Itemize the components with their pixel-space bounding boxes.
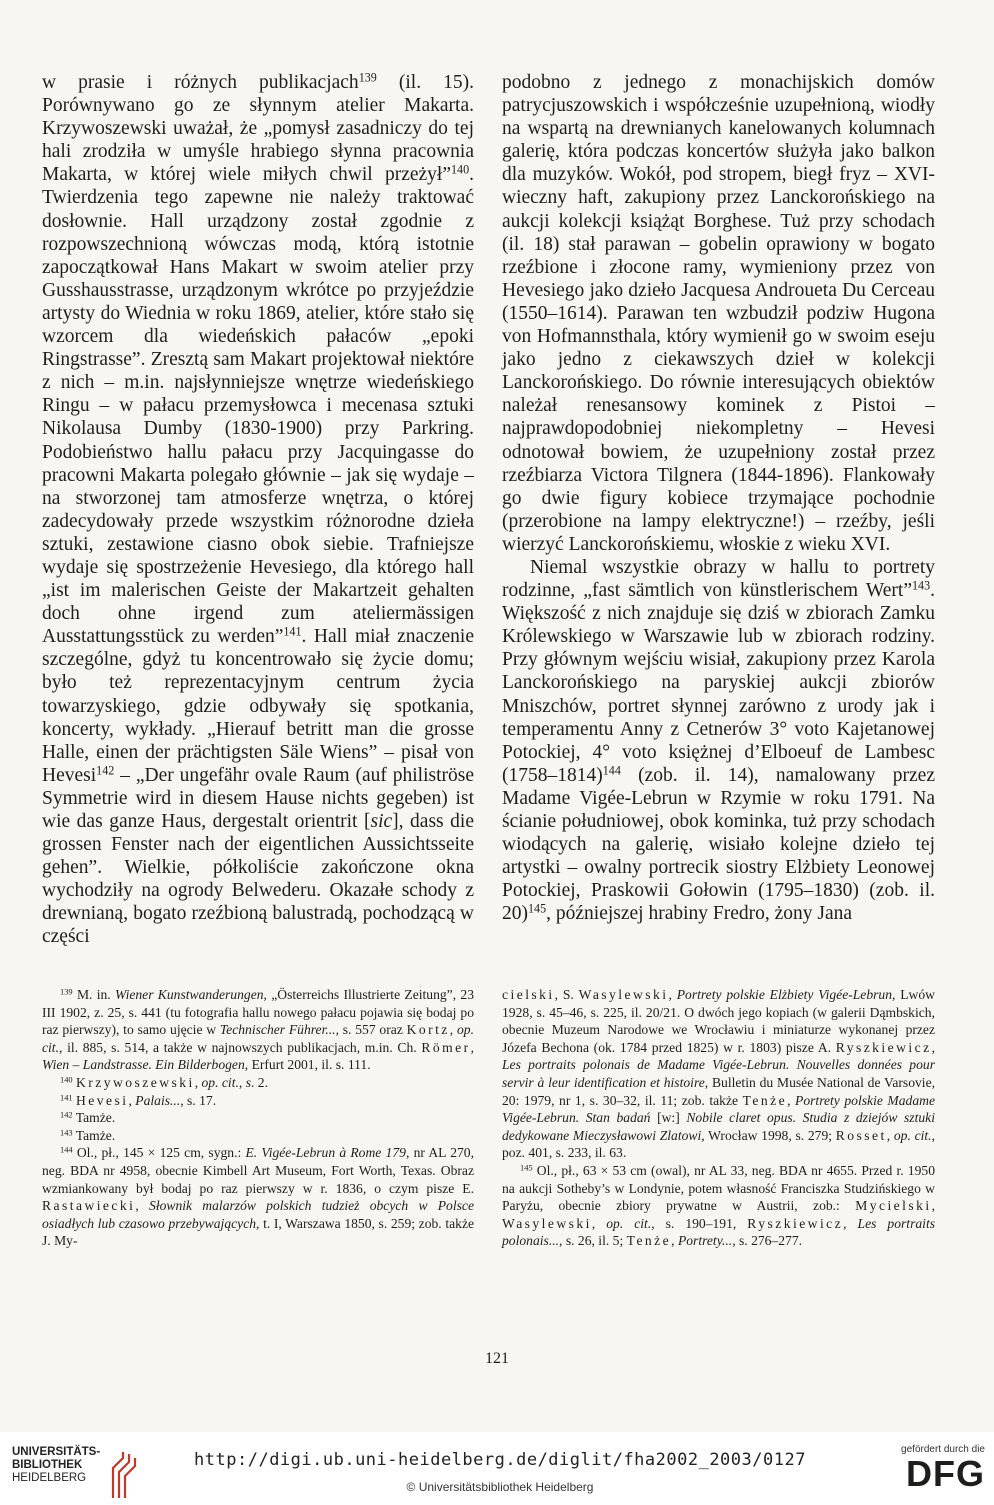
paragraph: w prasie i różnych publikacjach$^{139}$ (il. 15). Porównywano go ze słynnym atelier Makarta. Krzywoszewski uważał, że „pomysł zasadniczy do tej hali zrodziła w umyśle hrabiego słynna pracownia Makarta, w której wiele miłych chwil przeżył”$^{140}$. Twierdzenia tego zapewne nie należy traktować dosłownie. Hall urządzony został zgodnie z rozpowszechnioną wówczas modą, którą istotnie zapoczątkował Hans Makart w swoim atelier przy Gusshausstrasse, urządzonym wkrótce po przyjeździe artysty do Wiednia w roku 1869, atelier, które stało się wzorcem dla wiedeńskich pałaców „epoki Ringstrasse”. Zresztą sam Makart projektował niektóre z nich – m.in. najsłynniejsze wnętrze wiedeńskiego Ringu – w pałacu przemysłowca i mecenasa sztuki Nikolausa Dumby (1830-1900) przy Parkring. Podobieństwo hallu pałacu przy Jacquingasse do pracowni Makarta polegało głównie – jak się wydaje – na stworzonej tam atmosferze wnętrza, o której zadecydowały przede wszystkim różnorodne dzieła sztuki, zestawione ciasno obok siebie. Trafniejsze wydaje się spostrzeżenie Hevesiego, dla którego hall „ist im malerischen Geiste der Makartzeit gehalten doch ohne irgend zum ateliermässigen Ausstattungsstück zu werden”$^{141}$. Hall miał znaczenie szczególne, gdyż tu koncentrowało się życie domu; było też reprezentacyjnym centrum życia towarzyskiego, gdzie odbywały się spotkania, koncerty, wykłady. „Hierauf betritt man die grosse Halle, einen der prächtigsten Säle Wiens” – pisał von Hevesi$^{142}$ – „Der ungefähr ovale Raum (auf philiströse Symmetrie wird in diesem Hause nichts gegeben) ist wie das ganze Haus, dergestalt orientrit [sic], dass die grossen Fenster nach der eigentlichen Aussichtsseite gehen”. Wielkie, półkoliście zakończone okna wychodziły na ogrody Belwederu. Okazałe schody z drewnianą, bogato rzeźbioną balustradą, pochodzącą w części (42, 70, 474, 948)
footnotes-right-column (502, 986, 935, 1250)
logo-line: UNIVERSITÄTS- (12, 1446, 101, 1458)
paragraph: Niemal wszystkie obrazy w hallu to portrety rodzinne, „fast sämtlich von künstlerischem Wert”$^{143}$. Większość z nich znajduje się dziś w zbiorach Zamku Królewskiego w Warszawie lub w zbiorach rodziny. Przy głównym wejściu wisiał, zakupiony przez Karola Lanckorońskiego na paryskiej aukcji zbiorów Mniszchów, portret słynnej zarówno z urody jak i temperamentu Anny z Cetnerów 3° voto Kajetanowej Potockiej, 4° voto księżnej d’Elboeuf de Lambesc (1758–1814)$^{144}$ (zob. il. 14), namalowany przez Madame Vigée-Lebrun w Rzymie w roku 1791. Na ścianie południowej, obok kominka, tuż przy schodach wiodących na galerię, wisiało kolejne dzieło tej artystki – owalny portrecik siostry Elżbiety Leonowej Potockiej, Praskowii Gołowin (1795–1830) (zob. il. 20)$^{145}$, późniejszej hrabiny Fredro, żony Jana (502, 556, 935, 925)
funding-caption: gefördert durch die (901, 1444, 985, 1455)
footnote-142: $^{142}$ Tamże. (60, 1109, 116, 1126)
logo-line: BIBLIOTHEK (12, 1459, 83, 1471)
university-library-logo[interactable] (12, 1446, 152, 1498)
footnote-141: $^{141}$ Hevesi, Palais..., s. 17. (60, 1091, 217, 1108)
footnote-143: $^{143}$ Tamże. (60, 1127, 116, 1143)
footnote-140: $^{140}$ Krzywoszewski, op. cit., s. 2. (60, 1074, 268, 1090)
footnote-139: $^{139}$ M. in. Wiener Kunstwanderungen, „Österreichs Illustrierte Zeitung”, 23 III 1902, z. 25, s. 441 (tu fotografia hallu nowego pałacu pojawia się bodaj po raz pierwszy), to samo ujęcie w Technischer Führer..., s. 557 oraz Kortz, op. cit., il. 885, s. 514, a także w najnowszych publikacjach, m.in. Ch. Römer, Wien – Landstrasse. Ein Bilderbogen, Erfurt 2001, il. s. 111. (42, 986, 475, 1073)
logo-line: HEIDELBERG (12, 1472, 87, 1484)
footnote-144-continued: cielski, S. Wasylewski, Portrety polskie Elżbiety Vigée-Lebrun, Lwów 1928, s. 45–46, s. 225, il. 20/21. O dwóch jego kopiach (w galerii Dąmbskich, obecnie Muzeum Narodowe we Wrocławiu i miniaturze wykonanej przez Józefa Bechona (ok. 1784 przed 1825) w r. 1803) pisze A. Ryszkiewicz, Les portraits polonais de Madame Vigée-Lebrun. Nouvelles données pour servir à leur identification et histoire, Bulletin du Musée National de Varsovie, 20: 1979, nr 1, s. 30–32, il. 11; zob. także Tenże, Portrety polskie Madame Vigée-Lebrun. Stan badań [w:] Nobile claret opus. Studia z dziejów sztuki dedykowane Mieczysławowi Zlatowi, Wrocław 1998, s. 279; Rosset, op. cit., poz. 401, s. 233, il. 63. (502, 987, 936, 1161)
library-emblem-icon (107, 1448, 147, 1500)
page-number: 121 (485, 1350, 509, 1367)
dfg-logo: DFG (906, 1453, 985, 1494)
footnotes-left-column (42, 986, 474, 1250)
footnote-145: $^{145}$ Ol., pł., 63 × 53 cm (owal), nr AL 33, neg. BDA nr 4655. Przed r. 1950 na aukcji Sotheby’s w Londynie, potem własność Franciszka Studzińskiego w Paryżu, obecnie zbiory prywatne w Austrii, zob.: Mycielski, Wasylewski, op. cit., s. 190–191, Ryszkiewicz, Les portraits polonais..., s. 26, il. 5; Tenże, Portrety..., s. 276–277. (502, 1162, 936, 1249)
main-text-right-column (502, 71, 935, 925)
dfg-funding-logo[interactable] (880, 1444, 985, 1499)
digitization-footer (0, 1432, 994, 1505)
permalink-url[interactable]: http://digi.ub.uni-heidelberg.de/diglit/fha2002_2003/0127 (194, 1450, 806, 1470)
paragraph: podobno z jednego z monachijskich domów patrycjuszowskich i współcześnie uzupełnioną, wiodły na wspartą na drewnianych kanelowanych kolumnach galerię, która podczas koncertów służyła jako balkon dla muzyków. Wokół, pod stropem, biegł fryz – XVI-wieczny haft, zakupiony przez Lanckorońskiego na aukcji kolekcji książąt Borghese. Tuż przy schodach (il. 18) stał parawan – gobelin oprawiony w bogato rzeźbione i złocone ramy, wymieniony przez von Hevesiego jako dzieło Jacquesa Androueta Du Cerceau (1550–1614). Parawan ten wzbudził podziw Hugona von Hofmannsthala, który wymienił go w swoim eseju jako jedno z ciekawszych dzieł w kolekcji Lanckorońskiego. Do równie interesujących obiektów należał renesansowy kominek z Pistoi – najprawdopodobniej niekompletny – Hevesi odnotował bowiem, że uzupełniony został przez rzeźbiarza Victora Tilgnera (1844-1896). Flankowały go dwie figury kobiece trzymające pochodnie (przerobione na lampy elektryczne!) – rzeźby, jeśli wierzyć Lanckorońskiemu, włoskie z wieku XVI. (502, 72, 935, 555)
copyright-notice: © Universitätsbibliothek Heidelberg (406, 1480, 594, 1494)
main-text-left-column (42, 71, 474, 949)
footnote-144: $^{144}$ Ol., pł., 145 × 125 cm, sygn.: E. Vigée-Lebrun à Rome 179, nr AL 270, neg. BDA nr 4958, obecnie Kimbell Art Museum, Fort Worth, Texas. Obraz wzmiankowany był bodaj po raz pierwszy w r. 1836, o czym pisze E. Rastawiecki, Słownik malarzów polskich tudzież obcych w Polsce osiadłych lub czasowo przebywających, t. I, Warszawa 1850, s. 259; zob. także J. My- (42, 1144, 475, 1249)
